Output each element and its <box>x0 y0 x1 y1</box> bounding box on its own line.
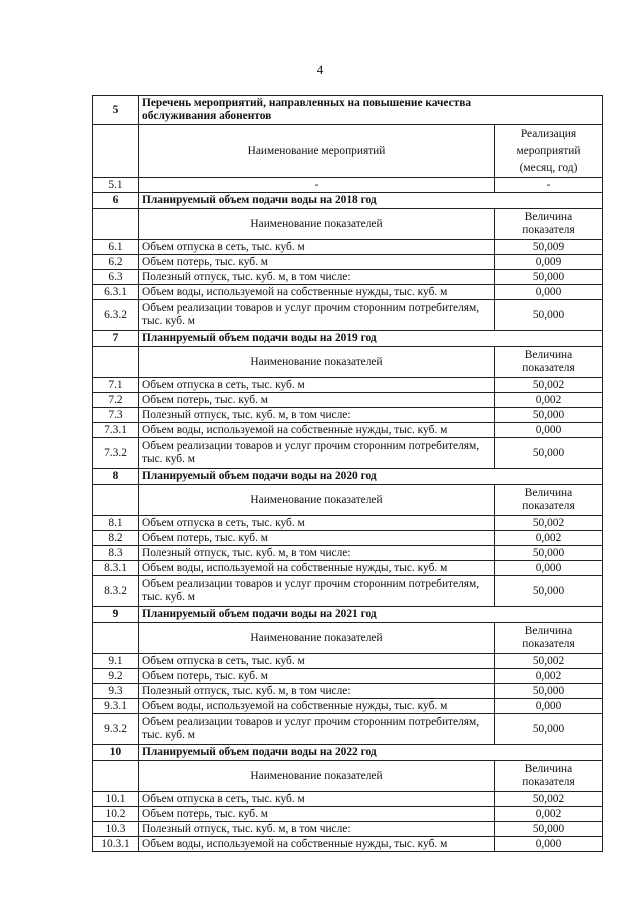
section-number: 5 <box>93 96 139 125</box>
section-row <box>93 331 603 347</box>
row-name: Объем воды, используемой на собственные нужды, тыс. куб. м <box>139 285 495 300</box>
row-name: Объем реализации товаров и услуг прочим сторонним потребителям, тыс. куб. м <box>139 714 495 745</box>
table-row <box>93 546 603 561</box>
section-title: Планируемый объем подачи воды на 2019 год <box>139 331 603 347</box>
row-name: Полезный отпуск, тыс. куб. м, в том числе: <box>139 270 495 285</box>
section-title: Планируемый объем подачи воды на 2022 год <box>139 745 603 761</box>
row-number: 6.2 <box>93 255 139 270</box>
row-name: Объем отпуска в сеть, тыс. куб. м <box>139 516 495 531</box>
row-number: 9.3 <box>93 684 139 699</box>
table-row <box>93 792 603 807</box>
row-name: Объем реализации товаров и услуг прочим сторонним потребителям, тыс. куб. м <box>139 438 495 469</box>
header-value-line: показателя <box>522 776 575 788</box>
header-value-line: Величина <box>524 211 573 223</box>
table-row <box>93 438 603 469</box>
row-value: 50,000 <box>495 714 603 745</box>
row-value: 50,000 <box>495 546 603 561</box>
table-row <box>93 531 603 546</box>
row-value: 0,009 <box>495 255 603 270</box>
row-number: 8.2 <box>93 531 139 546</box>
table-row <box>93 178 603 193</box>
table-row <box>93 807 603 822</box>
row-value: 0,002 <box>495 669 603 684</box>
section-row <box>93 96 603 125</box>
row-value: 50,000 <box>495 438 603 469</box>
table-row <box>93 408 603 423</box>
water-supply-table <box>92 95 603 852</box>
row-value: 50,002 <box>495 654 603 669</box>
table-row <box>93 684 603 699</box>
row-number: 5.1 <box>93 178 139 193</box>
header-value-line: показателя <box>522 362 575 374</box>
header-value-line: мероприятий <box>516 144 581 157</box>
row-value: - <box>495 178 603 193</box>
row-value: 0,000 <box>495 699 603 714</box>
row-number: 6.3.1 <box>93 285 139 300</box>
row-name: Объем потерь, тыс. куб. м <box>139 807 495 822</box>
column-header-name: Наименование показателей <box>139 623 495 654</box>
table-row <box>93 822 603 837</box>
table-row <box>93 285 603 300</box>
table-row <box>93 378 603 393</box>
row-number: 8.3.1 <box>93 561 139 576</box>
row-number: 10.3 <box>93 822 139 837</box>
row-number: 7.3.2 <box>93 438 139 469</box>
column-header-name: Наименование мероприятий <box>139 125 495 178</box>
column-header-row <box>93 623 603 654</box>
column-header-value <box>495 761 603 792</box>
table-row <box>93 699 603 714</box>
column-header-value <box>495 125 603 178</box>
column-header-name: Наименование показателей <box>139 209 495 240</box>
row-number: 10.1 <box>93 792 139 807</box>
column-header-value <box>495 209 603 240</box>
section-number: 8 <box>93 469 139 485</box>
section-number: 9 <box>93 607 139 623</box>
row-name: Объем отпуска в сеть, тыс. куб. м <box>139 792 495 807</box>
row-number: 9.2 <box>93 669 139 684</box>
table-row <box>93 423 603 438</box>
section-title-line: обслуживания абонентов <box>142 110 272 122</box>
section-title <box>139 96 603 125</box>
column-header-row <box>93 485 603 516</box>
row-number: 10.2 <box>93 807 139 822</box>
header-value-line: Реализация <box>520 127 577 140</box>
column-header-row <box>93 125 603 178</box>
section-row <box>93 607 603 623</box>
row-value: 0,002 <box>495 393 603 408</box>
row-value: 0,000 <box>495 285 603 300</box>
header-value-line: показателя <box>522 638 575 650</box>
row-number: 7.3.1 <box>93 423 139 438</box>
header-value-line: показателя <box>522 500 575 512</box>
page-number: 4 <box>316 62 324 77</box>
row-name: Объем реализации товаров и услуг прочим сторонним потребителям, тыс. куб. м <box>139 300 495 331</box>
row-number: 8.3.2 <box>93 576 139 607</box>
row-number: 7.2 <box>93 393 139 408</box>
row-value: 0,000 <box>495 561 603 576</box>
table-row <box>93 837 603 852</box>
section-title-line: Перечень мероприятий, направленных на повышение качества <box>142 97 472 109</box>
table-row <box>93 255 603 270</box>
column-header-row <box>93 209 603 240</box>
row-value: 50,000 <box>495 408 603 423</box>
row-name: Объем воды, используемой на собственные нужды, тыс. куб. м <box>139 699 495 714</box>
row-value: 50,000 <box>495 576 603 607</box>
table-row <box>93 576 603 607</box>
row-number: 6.1 <box>93 240 139 255</box>
row-number: 8.1 <box>93 516 139 531</box>
row-name: Объем воды, используемой на собственные нужды, тыс. куб. м <box>139 837 495 852</box>
row-name: Объем потерь, тыс. куб. м <box>139 255 495 270</box>
row-name: Полезный отпуск, тыс. куб. м, в том числе: <box>139 684 495 699</box>
table-row <box>93 654 603 669</box>
row-name: - <box>139 178 495 193</box>
header-value-line: показателя <box>522 224 575 236</box>
row-name: Полезный отпуск, тыс. куб. м, в том числе: <box>139 408 495 423</box>
section-title: Планируемый объем подачи воды на 2021 год <box>139 607 603 623</box>
row-value: 0,002 <box>495 531 603 546</box>
column-header-value <box>495 485 603 516</box>
table-row <box>93 270 603 285</box>
column-header-row <box>93 761 603 792</box>
row-value: 50,000 <box>495 684 603 699</box>
row-number: 6.3.2 <box>93 300 139 331</box>
row-name: Объем отпуска в сеть, тыс. куб. м <box>139 654 495 669</box>
row-number: 8.3 <box>93 546 139 561</box>
row-name: Объем реализации товаров и услуг прочим сторонним потребителям, тыс. куб. м <box>139 576 495 607</box>
column-header-name: Наименование показателей <box>139 761 495 792</box>
column-header-value <box>495 623 603 654</box>
row-number: 9.1 <box>93 654 139 669</box>
section-row <box>93 469 603 485</box>
row-value: 0,000 <box>495 423 603 438</box>
row-value: 50,000 <box>495 270 603 285</box>
row-value: 50,009 <box>495 240 603 255</box>
row-value: 50,002 <box>495 792 603 807</box>
row-name: Объем воды, используемой на собственные нужды, тыс. куб. м <box>139 561 495 576</box>
row-name: Объем воды, используемой на собственные нужды, тыс. куб. м <box>139 423 495 438</box>
row-name: Полезный отпуск, тыс. куб. м, в том числе: <box>139 822 495 837</box>
section-number: 6 <box>93 193 139 209</box>
column-header-name: Наименование показателей <box>139 485 495 516</box>
section-row <box>93 745 603 761</box>
row-number: 7.3 <box>93 408 139 423</box>
section-title: Планируемый объем подачи воды на 2020 год <box>139 469 603 485</box>
table-row <box>93 393 603 408</box>
row-name: Объем отпуска в сеть, тыс. куб. м <box>139 240 495 255</box>
row-name: Объем потерь, тыс. куб. м <box>139 531 495 546</box>
row-value: 50,002 <box>495 378 603 393</box>
section-row <box>93 193 603 209</box>
table-row <box>93 714 603 745</box>
table-row <box>93 300 603 331</box>
row-value: 50,000 <box>495 300 603 331</box>
row-number: 7.1 <box>93 378 139 393</box>
column-header-row <box>93 347 603 378</box>
table-row <box>93 240 603 255</box>
header-value-line: Величина <box>524 763 573 775</box>
header-value-line: Величина <box>524 349 573 361</box>
row-value: 50,000 <box>495 822 603 837</box>
table-row <box>93 516 603 531</box>
row-number: 9.3.2 <box>93 714 139 745</box>
section-number: 10 <box>93 745 139 761</box>
row-name: Полезный отпуск, тыс. куб. м, в том числе: <box>139 546 495 561</box>
section-title: Планируемый объем подачи воды на 2018 год <box>139 193 603 209</box>
header-value-line: Величина <box>524 487 573 499</box>
row-number: 6.3 <box>93 270 139 285</box>
row-value: 0,002 <box>495 807 603 822</box>
row-number: 10.3.1 <box>93 837 139 852</box>
header-value-line: Величина <box>524 625 573 637</box>
row-name: Объем отпуска в сеть, тыс. куб. м <box>139 378 495 393</box>
row-value: 50,002 <box>495 516 603 531</box>
section-number: 7 <box>93 331 139 347</box>
column-header-value <box>495 347 603 378</box>
header-value-line: (месяц, год) <box>519 161 578 174</box>
table-row <box>93 561 603 576</box>
table-row <box>93 669 603 684</box>
column-header-name: Наименование показателей <box>139 347 495 378</box>
row-name: Объем потерь, тыс. куб. м <box>139 669 495 684</box>
row-name: Объем потерь, тыс. куб. м <box>139 393 495 408</box>
row-value: 0,000 <box>495 837 603 852</box>
row-number: 9.3.1 <box>93 699 139 714</box>
